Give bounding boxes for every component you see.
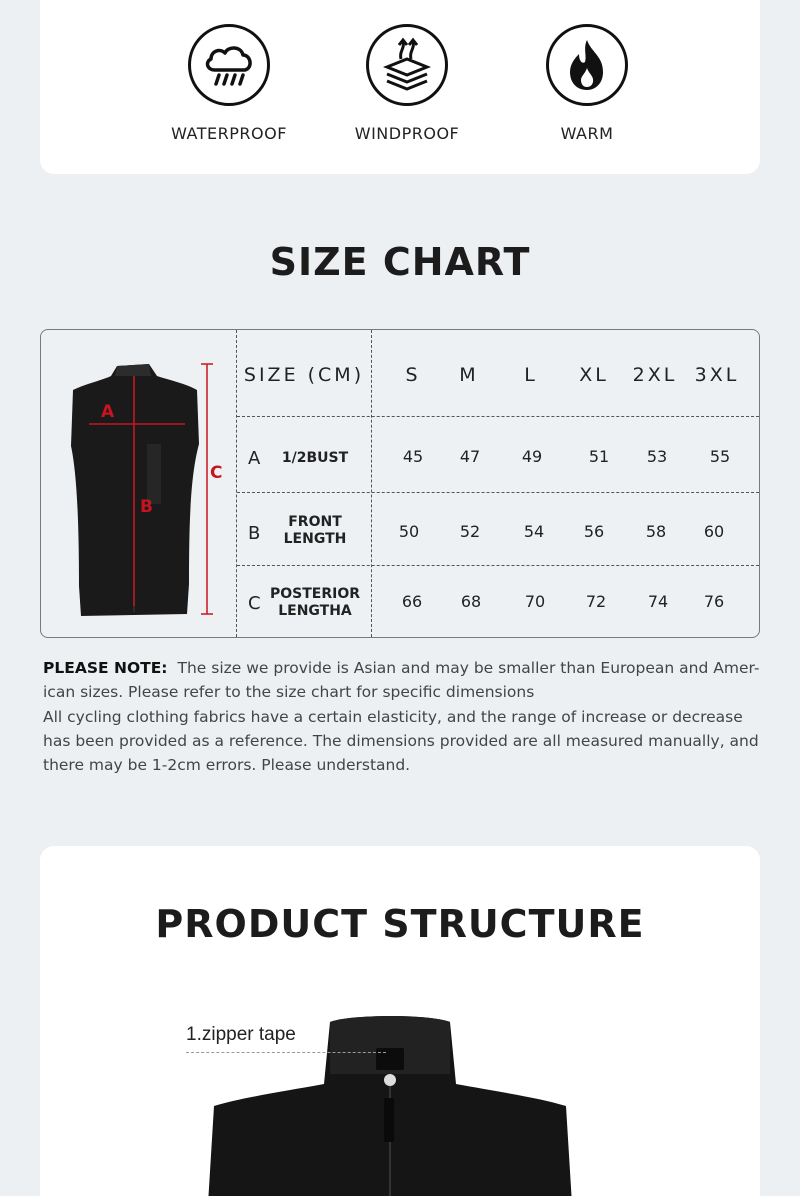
vest-diagram-image xyxy=(59,354,229,624)
row-divider xyxy=(237,565,759,566)
table-cell: 58 xyxy=(645,522,667,541)
rain-cloud-icon xyxy=(188,24,270,106)
table-cell: 76 xyxy=(703,592,725,611)
feature-warm xyxy=(497,24,677,143)
table-cell: 70 xyxy=(524,592,546,611)
table-cell: 51 xyxy=(588,447,610,466)
feature-waterproof xyxy=(139,24,319,143)
diagram-label-c: C xyxy=(210,463,223,483)
product-structure-title: PRODUCT STRUCTURE xyxy=(155,902,645,946)
column-divider xyxy=(371,330,372,637)
wind-layers-icon xyxy=(366,24,448,106)
row-name: 1/2BUST xyxy=(281,450,349,466)
note-text-1: The size we provide is Asian and may be smaller than European and Amer-ican sizes. Please refer to the size chart for specific dimensions xyxy=(43,659,760,702)
callout-line xyxy=(186,1052,386,1053)
size-chart-title: SIZE CHART xyxy=(269,240,531,284)
size-note xyxy=(43,656,763,777)
size-header-label: SIZE (CM) xyxy=(243,364,365,386)
zipper-tape-callout: 1.zipper tape xyxy=(186,1024,296,1045)
table-cell: 52 xyxy=(459,522,481,541)
row-letter: B xyxy=(248,523,261,544)
table-cell: 66 xyxy=(401,592,423,611)
size-header-l: L xyxy=(524,364,538,386)
size-chart-table xyxy=(40,329,760,638)
table-cell: 72 xyxy=(585,592,607,611)
table-cell: 45 xyxy=(402,447,424,466)
row-letter: C xyxy=(248,593,261,614)
size-header-xl: XL xyxy=(579,364,609,386)
size-header-3xl: 3XL xyxy=(694,364,740,386)
table-cell: 74 xyxy=(647,592,669,611)
feature-windproof xyxy=(317,24,497,143)
product-structure-card xyxy=(40,846,760,1196)
diagram-label-a: A xyxy=(101,402,115,422)
column-divider xyxy=(236,330,237,637)
size-header-s: S xyxy=(405,364,421,386)
row-name-line: LENGTH xyxy=(283,531,347,547)
row-divider xyxy=(237,492,759,493)
note-text-2: All cycling clothing fabrics have a certain elasticity, and the range of increase or decrease has been provided as a reference. The dimensions provided are all measured manually, and there may be 1-2cm errors. Please understand. xyxy=(43,707,759,775)
diagram-label-b: B xyxy=(140,497,153,517)
table-cell: 49 xyxy=(521,447,543,466)
row-name-line: POSTERIOR xyxy=(269,586,361,602)
feature-label: WINDPROOF xyxy=(354,124,460,143)
size-header-m: M xyxy=(459,364,479,386)
table-cell: 47 xyxy=(459,447,481,466)
row-divider xyxy=(237,416,759,417)
table-cell: 55 xyxy=(709,447,731,466)
feature-label: WATERPROOF xyxy=(171,124,287,143)
table-cell: 68 xyxy=(460,592,482,611)
table-cell: 53 xyxy=(646,447,668,466)
row-name-line: FRONT xyxy=(288,514,342,530)
note-label: PLEASE NOTE: xyxy=(43,659,168,677)
table-cell: 54 xyxy=(523,522,545,541)
row-name xyxy=(267,514,363,548)
flame-icon xyxy=(546,24,628,106)
feature-label: WARM xyxy=(560,124,614,143)
table-cell: 56 xyxy=(583,522,605,541)
table-cell: 60 xyxy=(703,522,725,541)
table-cell: 50 xyxy=(398,522,420,541)
size-header-2xl: 2XL xyxy=(632,364,678,386)
row-name xyxy=(265,586,365,620)
row-letter: A xyxy=(248,448,261,469)
row-name-line: LENGTHA xyxy=(278,603,352,619)
